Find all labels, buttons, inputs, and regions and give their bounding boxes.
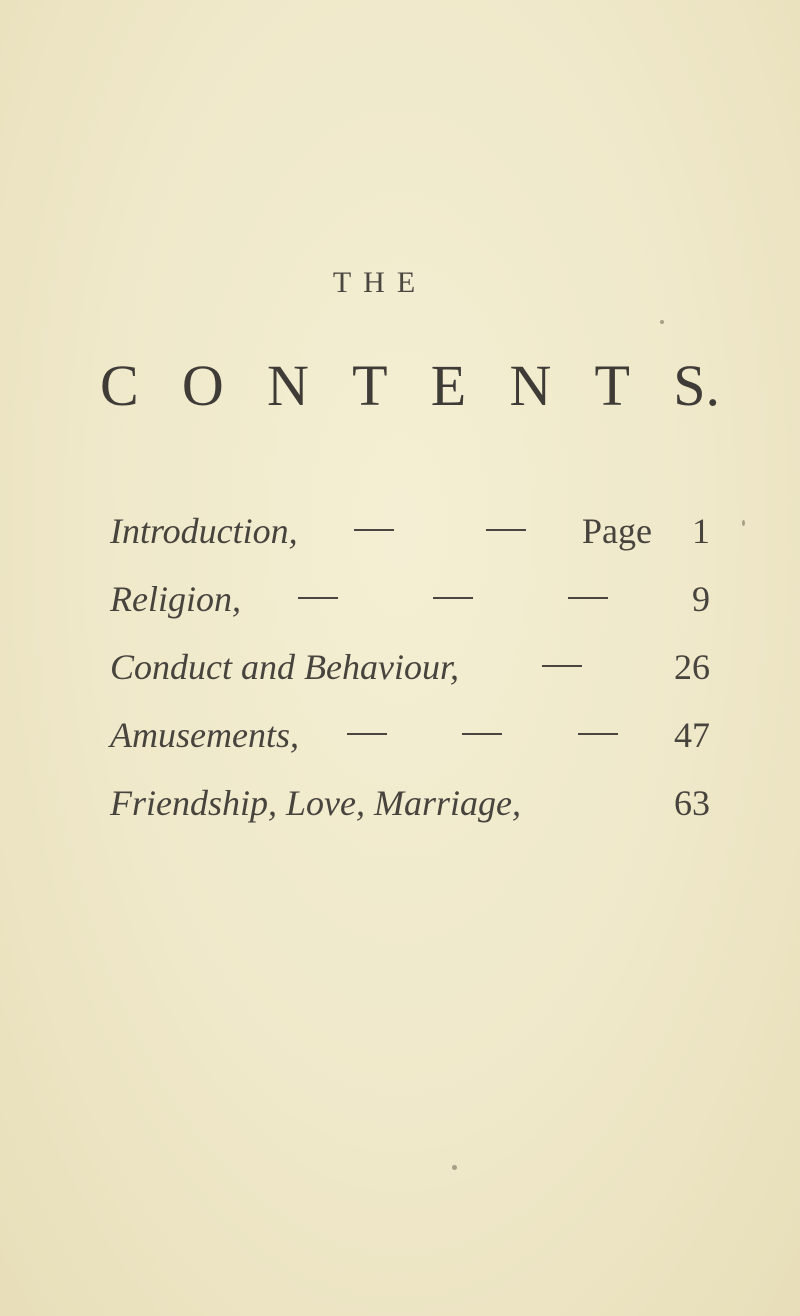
toc-entry-friendship (110, 782, 710, 850)
title-letter: E (430, 353, 467, 418)
title-letter: T (594, 353, 630, 418)
toc-page-number: 47 (674, 715, 710, 755)
leader-dash (354, 529, 394, 531)
toc-page-number: 9 (692, 579, 710, 619)
toc-entry-title: Conduct and Behaviour, (110, 647, 459, 687)
paper-speck (660, 320, 664, 324)
toc-leader-dashes (299, 745, 666, 747)
leader-dash (486, 529, 526, 531)
toc-entry-title: Introduction, (110, 511, 298, 551)
toc-entry-religion (110, 578, 710, 646)
toc-entry-title: Amusements, (110, 715, 299, 755)
leader-dash (462, 733, 502, 735)
toc-entry-introduction (110, 510, 710, 578)
toc-page-number: 26 (674, 647, 710, 687)
leader-dash (542, 665, 582, 667)
heading-pre-title: THE (332, 266, 428, 299)
paper-speck (452, 1165, 457, 1170)
toc-page-number: 1 (692, 511, 710, 551)
leader-dash (578, 733, 618, 735)
title-letter: C (100, 353, 139, 418)
toc-leader-dashes (241, 609, 666, 611)
toc-page-label: Page (582, 511, 652, 551)
leader-dash (568, 597, 608, 599)
leader-dash (347, 733, 387, 735)
title-letter: O (181, 353, 224, 418)
paper-speck (742, 520, 745, 526)
toc-entry-amusements (110, 714, 710, 782)
title-letter: S. (673, 353, 720, 418)
title-letter: N (509, 353, 552, 418)
toc-page-number: 63 (674, 783, 710, 823)
toc-leader-dashes (459, 677, 666, 679)
toc-entry-title: Friendship, Love, Marriage, (110, 783, 521, 823)
leader-dash (433, 597, 473, 599)
toc-leader-dashes (298, 541, 582, 543)
title-letter: N (267, 353, 309, 418)
leader-dash (298, 597, 338, 599)
heading-title (100, 352, 720, 419)
toc-entry-title: Religion, (110, 579, 241, 619)
table-of-contents (110, 510, 710, 850)
title-letter: T (352, 353, 388, 418)
toc-entry-conduct (110, 646, 710, 714)
